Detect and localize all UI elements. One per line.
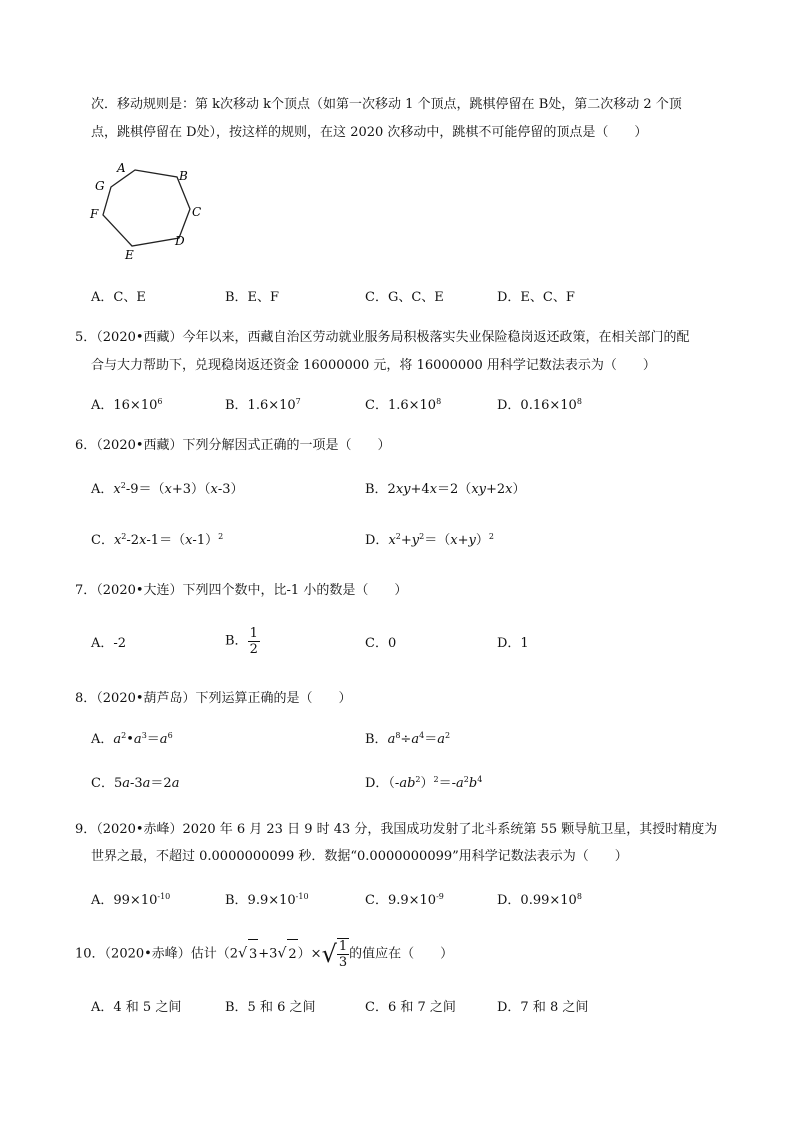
q7-stem: 7．（2020•大连）下列四个数中，比-1 小的数是（ ） bbox=[75, 583, 408, 598]
vertex-label-b: B bbox=[179, 169, 188, 183]
q4-stem-line2: 点，跳棋停留在 D处），按这样的规则，在这 2020 次移动中，跳棋不可能停留的顶点是（ ） bbox=[91, 125, 648, 140]
q10-option-b: B．5 和 6 之间 bbox=[225, 1000, 316, 1015]
q6-option-a: A．$x^2-9=(x+3)(x-3)$ bbox=[91, 481, 244, 497]
q10-option-d: D．7 和 8 之间 bbox=[497, 1000, 589, 1015]
q6-stem: 6．（2020•西藏）下列分解因式正确的一项是（ ） bbox=[75, 438, 391, 453]
q5-stem-line1: 5．（2020•西藏）今年以来，西藏自治区劳动就业服务局积极落实失业保险稳岗返还政策，在相关部门的配 bbox=[75, 330, 690, 345]
q9-stem-line1: 9．（2020•赤峰）2020 年 6 月 23 日 9 时 43 分，我国成功发射了北斗系统第 55 颗导航卫星，其授时精度为 bbox=[75, 822, 718, 837]
q6-option-d: D．$x^2+y^2=(x+y)^2$ bbox=[365, 532, 494, 548]
q7-option-b: B． $\frac{1}{2}$ bbox=[225, 626, 258, 657]
vertex-label-c: C bbox=[192, 205, 202, 219]
q6-option-b: B．2xy+4x＝2（xy+2x） bbox=[365, 482, 526, 497]
q7-option-a: A．-2 bbox=[91, 636, 127, 651]
heptagon-diagram bbox=[86, 158, 216, 263]
vertex-label-a: A bbox=[117, 161, 126, 175]
q8-option-a: A．$a^2•a^3=a^6$ bbox=[91, 731, 173, 747]
q5-stem-line2: 合与大力帮助下，兑现稳岗返还资金 16000000 元，将 16000000 用科学记数法表示为（ ） bbox=[91, 358, 656, 373]
vertex-label-f: F bbox=[90, 207, 99, 221]
q10-option-c: C．6 和 7 之间 bbox=[365, 1000, 456, 1015]
q8-stem: 8．（2020•葫芦岛）下列运算正确的是（ ） bbox=[75, 691, 352, 706]
q4-option-b: B．E、F bbox=[225, 290, 280, 305]
vertex-label-d: D bbox=[175, 234, 185, 248]
q9-option-b: B．$9.9\times 10^{-10}$ bbox=[225, 892, 309, 908]
vertex-label-e: E bbox=[125, 248, 134, 262]
q4-option-c: C．G、C、E bbox=[365, 290, 444, 305]
vertex-label-g: G bbox=[95, 179, 105, 193]
q4-option-d: D．E、C、F bbox=[497, 290, 575, 305]
q5-option-b: B．$1.6\times 10^7$ bbox=[225, 397, 301, 413]
q8-option-c: C．5a-3a＝2a bbox=[91, 776, 180, 791]
q5-option-a: A．$16\times 10^6$ bbox=[91, 397, 163, 413]
q8-option-b: B．$a^8\div a^4=a^2$ bbox=[365, 731, 451, 747]
q10-option-a: A．4 和 5 之间 bbox=[91, 1000, 182, 1015]
q9-option-d: D．$0.99\times 10^8$ bbox=[497, 892, 582, 908]
q7-option-d: D．1 bbox=[497, 636, 529, 651]
q6-option-c: C．$x^2-2x-1=(x-1)^2$ bbox=[91, 532, 224, 548]
q4-option-a: A．C、E bbox=[91, 290, 146, 305]
q7-option-b-fraction: $\frac{1}{2}$ bbox=[249, 626, 258, 657]
q9-option-c: C．$9.9\times 10^{-9}$ bbox=[365, 892, 444, 908]
q5-option-d: D．$0.16\times 10^8$ bbox=[497, 397, 582, 413]
q5-option-c: C．$1.6\times 10^8$ bbox=[365, 397, 442, 413]
q9-option-a: A．$99\times 10^{-10}$ bbox=[91, 892, 171, 908]
q7-option-c: C．0 bbox=[365, 636, 397, 651]
q8-option-d: D．$(-ab^2)^2=-a^2b^4$ bbox=[365, 775, 483, 791]
q10-stem: 10．（2020•赤峰）估计（2√ 3+3√ 2）×√ $\frac{1}{3}$ 的值应在（ ） bbox=[75, 939, 454, 970]
q4-stem-line1: 次．移动规则是：第 k次移动 k个顶点（如第一次移动 1 个顶点，跳棋停留在 B处，第二次移动 2 个顶 bbox=[91, 97, 682, 112]
q9-stem-line2: 世界之最，不超过 0.0000000099 秒．数据“0.0000000099”用科学记数法表示为（ ） bbox=[91, 849, 628, 864]
